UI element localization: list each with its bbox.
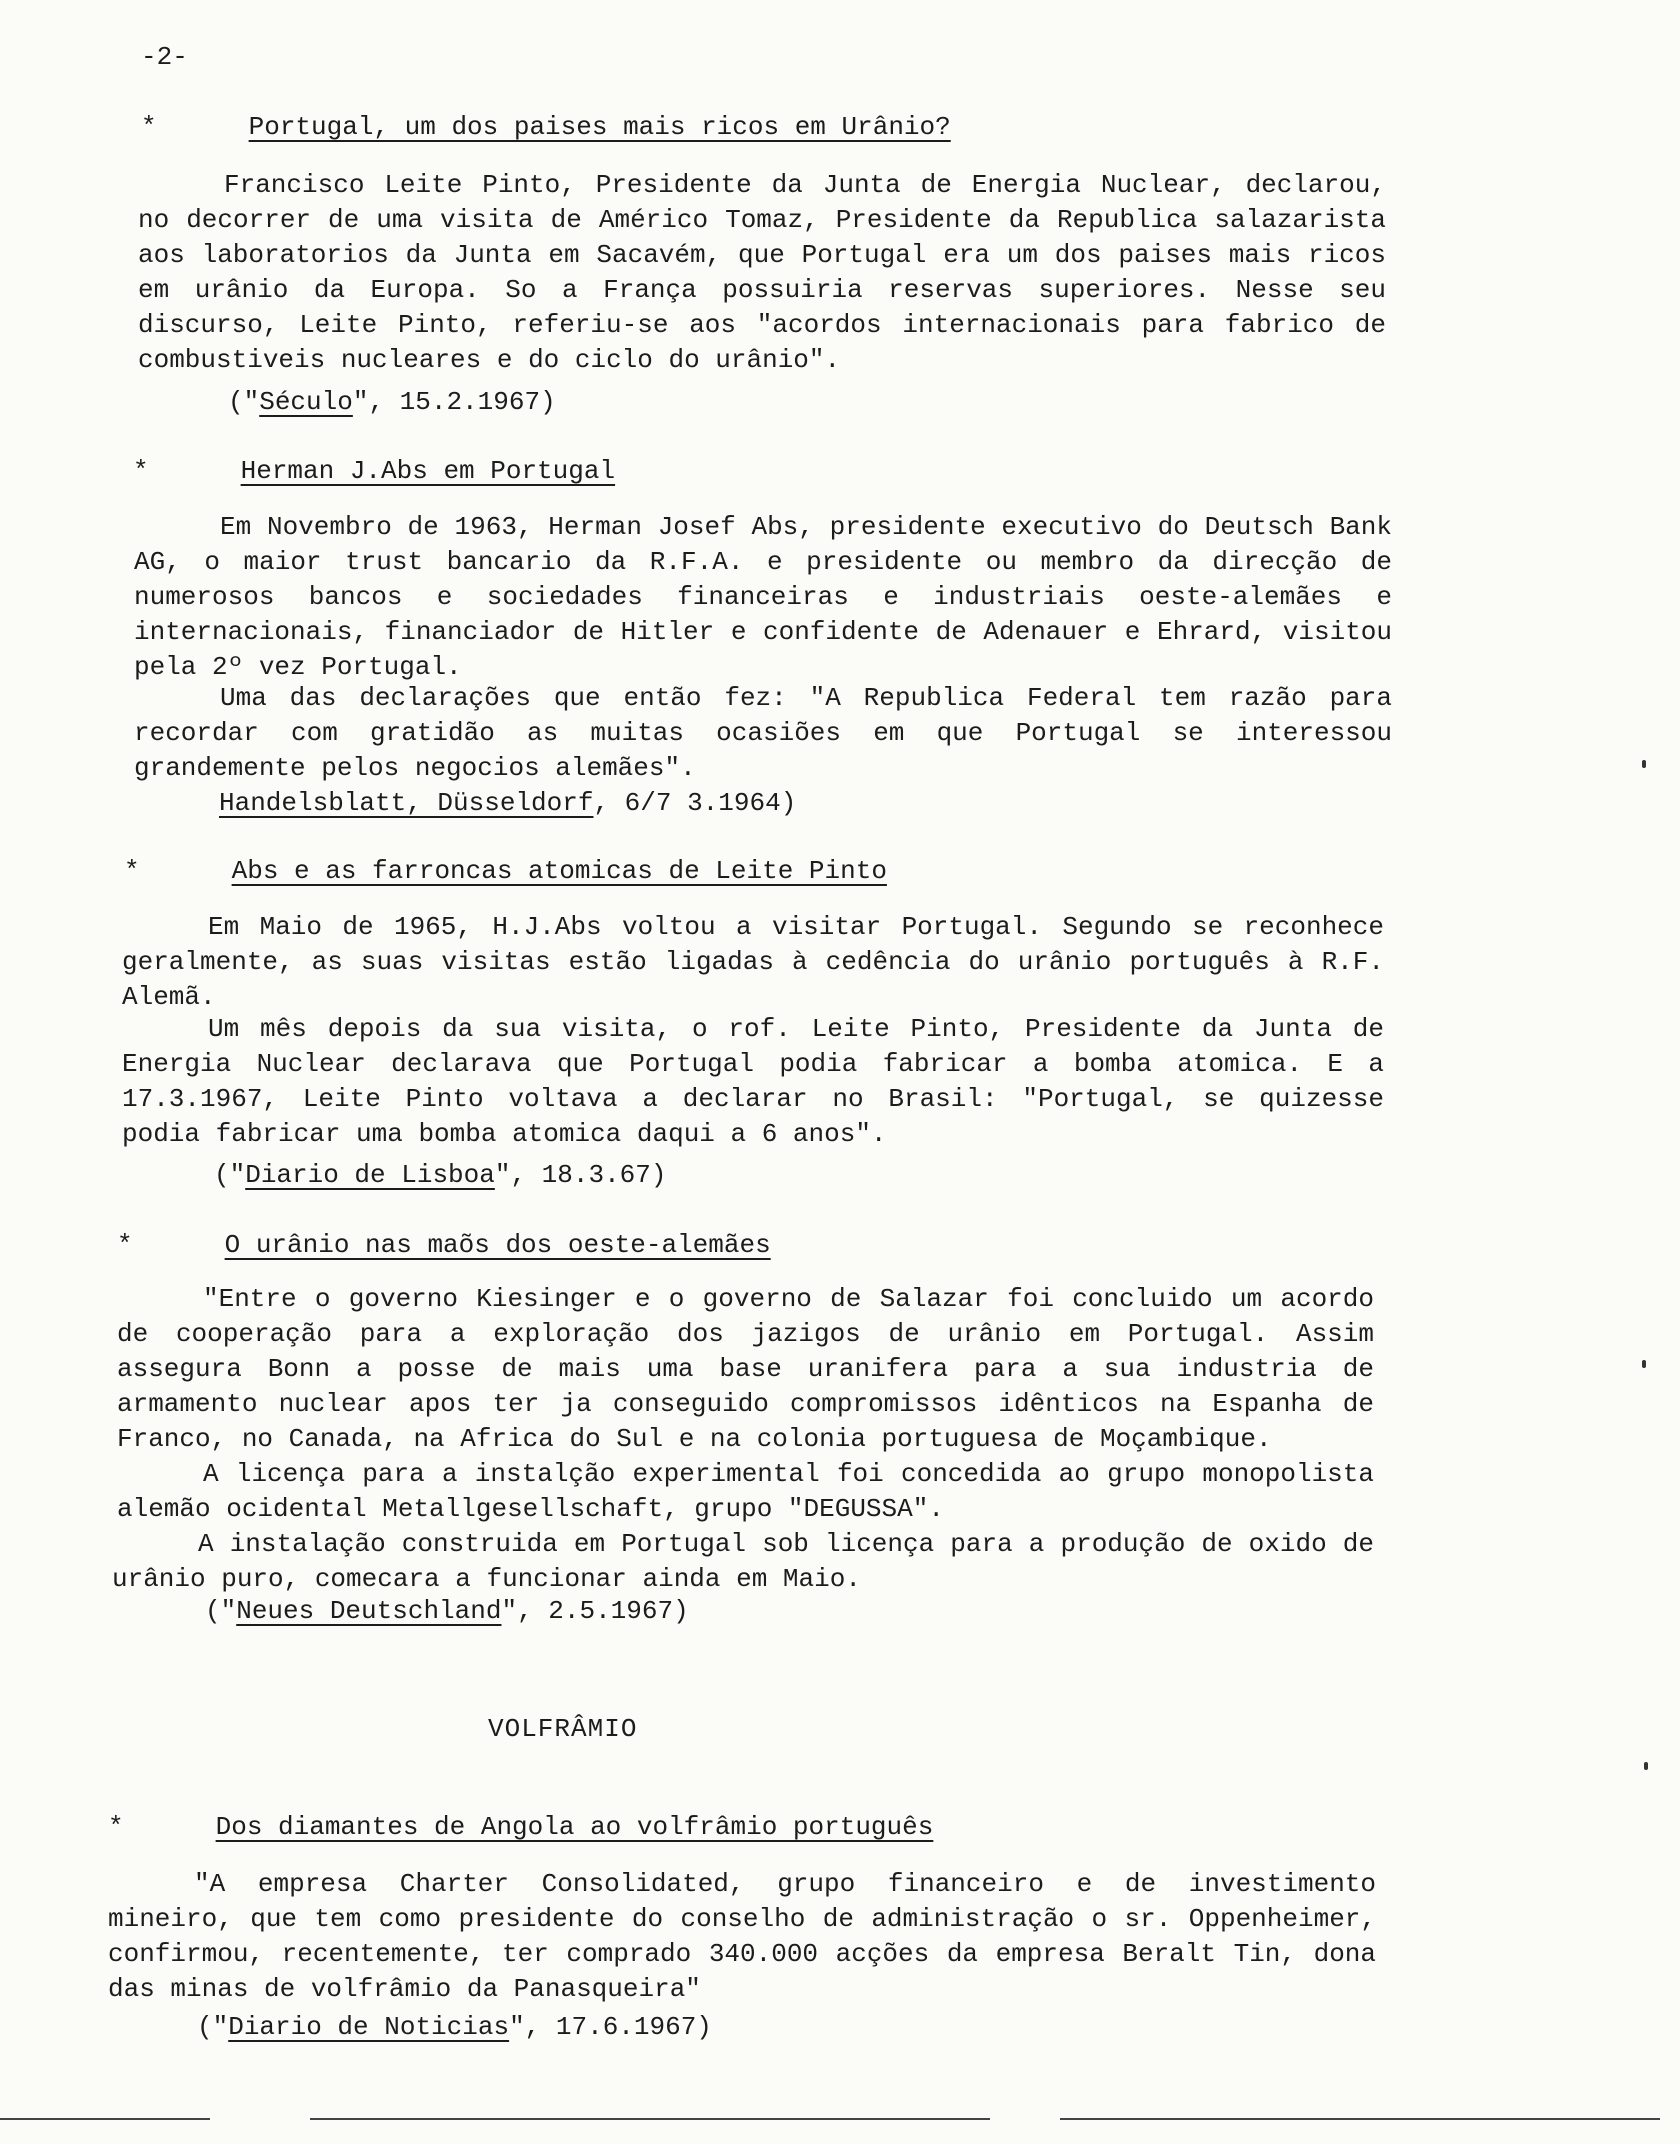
section-paragraph: A instalação construida em Portugal sob licença para a produção de oxido de urânio puro, comecara a funcionar ainda em Maio. — [112, 1529, 1374, 1594]
source-prefix: (" — [228, 387, 260, 417]
source-suffix: ", 2.5.1967) — [501, 1596, 689, 1626]
source-suffix: ", 17.6.1967) — [509, 2012, 712, 2042]
source-citation — [214, 1160, 667, 1190]
section-paragraph: Em Novembro de 1963, Herman Josef Abs, presidente executivo do Deutsch Bank AG, o maior trust bancario da R.F.A. e presidente ou membro da direcção de numerosos bancos e sociedades financeiras e industriais oeste-alemães e internacionais, financiador de Hitler e confidente de Adenauer e Ehrard, visitou pela 2º vez Portugal. — [134, 512, 1392, 682]
section-heading: Abs e as farroncas atomicas de Leite Pinto — [231, 856, 887, 886]
scan-speck — [1644, 1762, 1648, 1770]
source-prefix: (" — [214, 1160, 246, 1190]
section-paragraph: "A empresa Charter Consolidated, grupo financeiro e de investimento mineiro, que tem como presidente do conselho de administração o sr. Oppenheimer, confirmou, recentemente, ter comprado 340.000 acções da empresa Beralt Tin, dona das minas de volfrâmio da Panasqueira" — [108, 1869, 1376, 2004]
source-suffix: , 6/7 3.1964) — [593, 788, 797, 818]
scan-rule-right — [1060, 2118, 1660, 2120]
scan-speck — [1642, 1360, 1646, 1368]
section-paragraph: A licença para a instalção experimental foi concedida ao grupo monopolista alemão ocidental Metallgesellschaft, grupo "DEGUSSA". — [117, 1459, 1374, 1524]
source-prefix: (" — [205, 1596, 237, 1626]
section-heading-row — [124, 856, 887, 886]
scan-speck — [1642, 760, 1646, 768]
bullet-asterisk: * — [133, 456, 149, 486]
section-paragraph: Francisco Leite Pinto, Presidente da Junta de Energia Nuclear, declarou, no decorrer de uma visita de Américo Tomaz, Presidente da Republica salazarista aos laboratorios da Junta em Sacavém, que Portugal era um dos paises mais ricos em urânio da Europa. So a França possuiria reservas superiores. Nesse seu discurso, Leite Pinto, referiu-se aos "acordos internacionais para fabrico de combustiveis nucleares e do ciclo do urânio". — [138, 170, 1386, 375]
divider-title: VOLFRÂMIO — [488, 1714, 638, 1744]
source-title: Século — [259, 387, 353, 417]
bullet-asterisk: * — [108, 1812, 124, 1842]
section-paragraph: Uma das declarações que então fez: "A Republica Federal tem razão para recordar com gratidão as muitas ocasiões em que Portugal se interessou grandemente pelos negocios alemães". — [134, 683, 1392, 783]
source-citation — [219, 788, 796, 818]
section-paragraph: Em Maio de 1965, H.J.Abs voltou a visitar Portugal. Segundo se reconhece geralmente, as suas visitas estão ligadas à cedência do urânio português à R.F. Alemã. — [122, 912, 1384, 1012]
source-title: Diario de Noticias — [228, 2012, 510, 2042]
source-citation — [228, 387, 556, 417]
bullet-asterisk: * — [124, 856, 140, 886]
section-heading: Portugal, um dos paises mais ricos em Urânio? — [248, 112, 951, 142]
scan-rule-middle — [310, 2118, 990, 2120]
source-title: Neues Deutschland — [236, 1596, 502, 1626]
section-heading-row — [133, 456, 615, 486]
source-prefix: (" — [197, 2012, 229, 2042]
page-number: -2- — [141, 42, 188, 72]
section-heading: O urânio nas maõs dos oeste-alemães — [224, 1230, 771, 1260]
section-heading: Dos diamantes de Angola ao volfrâmio português — [215, 1812, 934, 1842]
scan-rule-left — [0, 2118, 210, 2120]
source-title: Handelsblatt, Düsseldorf — [219, 788, 594, 818]
bullet-asterisk: * — [141, 112, 157, 142]
section-heading: Herman J.Abs em Portugal — [240, 456, 616, 486]
section-paragraph: Um mês depois da sua visita, o rof. Leite Pinto, Presidente da Junta de Energia Nuclear declarava que Portugal podia fabricar a bomba atomica. E a 17.3.1967, Leite Pinto voltava a declarar no Brasil: "Portugal, se quizesse podia fabricar uma bomba atomica daqui a 6 anos". — [122, 1014, 1384, 1149]
source-suffix: ", 18.3.67) — [494, 1160, 667, 1190]
section-heading-row — [141, 112, 951, 142]
source-citation — [197, 2012, 712, 2042]
section-heading-row — [117, 1230, 771, 1260]
source-title: Diario de Lisboa — [245, 1160, 495, 1190]
bullet-asterisk: * — [117, 1230, 133, 1260]
section-paragraph: "Entre o governo Kiesinger e o governo de Salazar foi concluido um acordo de cooperação para a exploração dos jazigos de urânio em Portugal. Assim assegura Bonn a posse de mais uma base uranifera para a sua industria de armamento nuclear apos ter ja conseguido compromissos idênticos na Espanha de Franco, no Canada, na Africa do Sul e na colonia portuguesa de Moçambique. — [117, 1284, 1374, 1454]
source-citation — [205, 1596, 689, 1626]
section-heading-row — [108, 1812, 933, 1842]
source-suffix: ", 15.2.1967) — [352, 387, 556, 417]
